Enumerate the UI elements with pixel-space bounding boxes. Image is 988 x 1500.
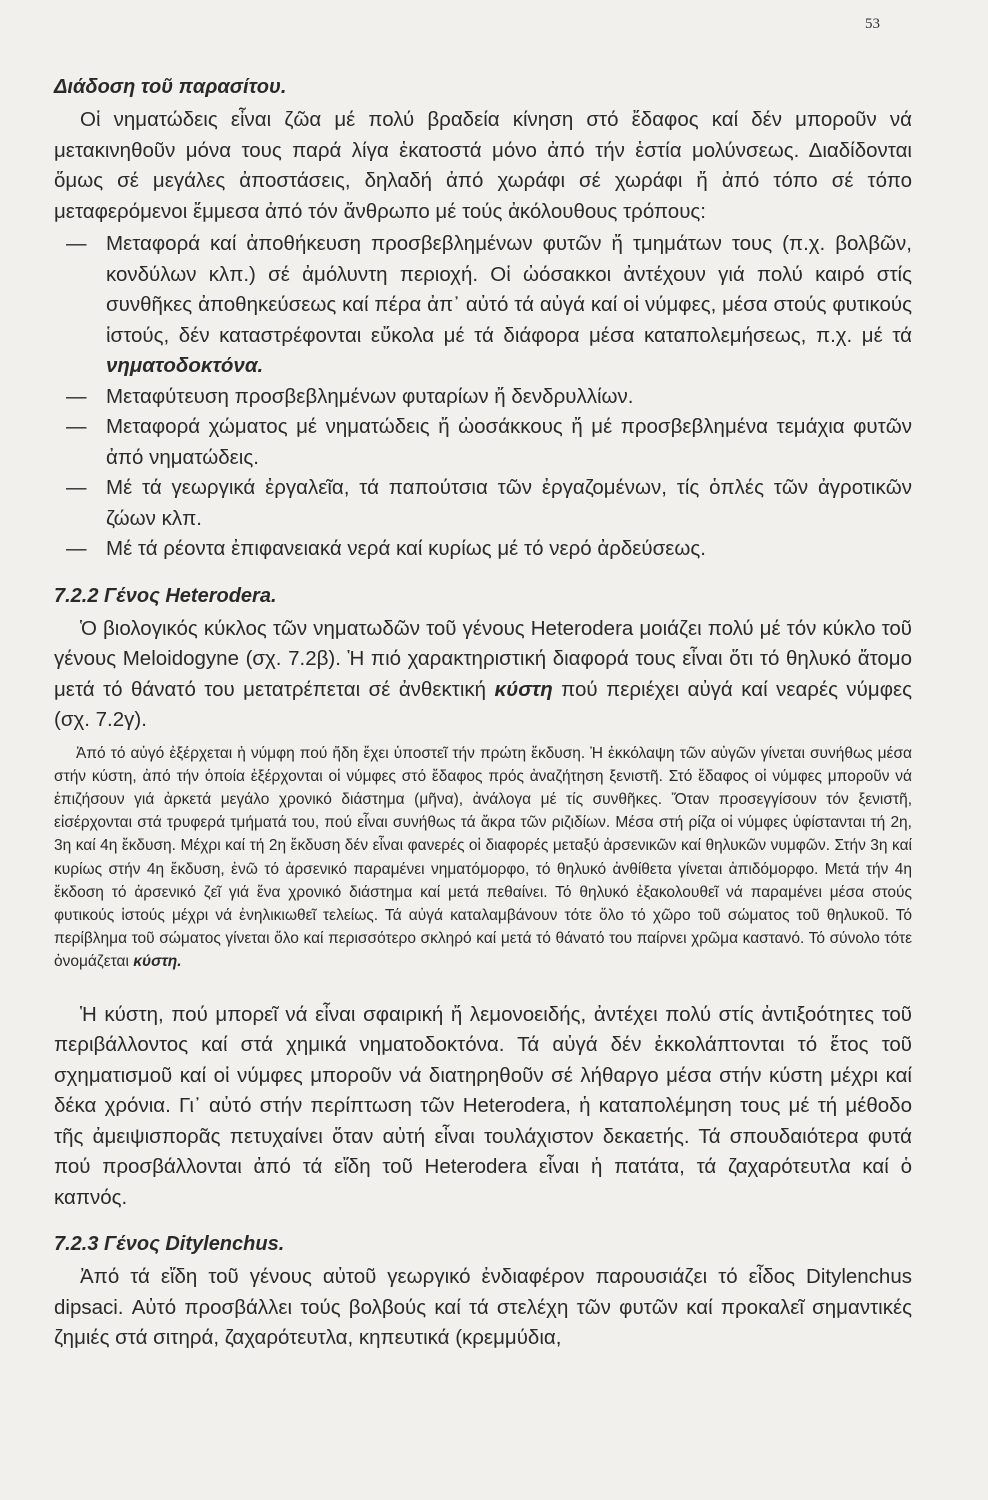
list-item	[54, 412, 912, 473]
small-print-text: Ἀπό τό αὐγό ἐξέρχεται ἡ νύμφη πού ἤδη ἔχει ὑποστεῖ τήν πρώτη ἔκδυση. Ἡ ἐκκόλαψη τῶν αὐγῶν γίνεται συνήθως μέσα στήν κύστη, ἀπό τήν ὁποία ἐξέρχονται οἱ νύμφες στό ἔδαφος πρός ἀναζήτηση ξενιστῆ. Στό ἔδαφος οἱ νύμφες μποροῦν νά ἐπιζήσουν γιά ἀρκετά μεγάλο χρονικό διάστημα (μῆνα), ἀνάλογα μέ τίς συνθῆκες. Ὅταν προσεγγίσουν τόν ξενιστῆ, εἰσέρχονται στά τρυφερά τμήματά του, πού εἶναι συνήθως τά ἄκρα τῶν ριζιδίων. Μέσα στή ρίζα οἱ νύμφες ὑφίστανται τή 2η, 3η καί 4η ἔκδυση. Μέχρι καί τή 2η ἔκδυση δέν εἶναι φανερές οἱ διαφορές μεταξύ ἀρσενικῶν καί θηλυκῶν νυμφῶν. Στήν 3η καί κυρίως στήν 4η ἔκδυση, ἐνῶ τό ἀρσενικό παραμένει νηματόμορφο, τό θηλυκό ἀνθίθετα γίνεται ἀπιδόμορφο. Μετά τήν 4η ἔκδοση τό ἀρσενικό ζεῖ γιά ἕνα χρονικό διάστημα καί μετά πεθαίνει. Τό θηλυκό ἐξακολουθεῖ νά παραμένει μέσα στούς φυτικούς ἱστούς μέχρι νά ἐνηλικιωθεῖ τελείως. Τά αὐγά καταλαμβάνουν τότε ὅλο τό χῶρο τοῦ σώματος τοῦ θηλυκοῦ. Τό περίβλημα τοῦ σώματος γίνεται ὅλο καί περισσότερο σκληρό καί μετά τό θάνατό του παίρνει χρῶμα καστανό. Τό σύνολο τότε ὀνομάζεται	[54, 744, 912, 971]
emphasized-term: κύστη.	[133, 953, 182, 971]
list-item-text: Μεταφύτευση προσβεβλημένων φυταρίων ἤ δενδρυλλίων.	[106, 384, 634, 408]
paragraph-text-end: πού περιέχει αὐγά καί νεαρές νύμφες (σχ. 7.2γ).	[54, 677, 913, 731]
dash-marker: —	[66, 537, 87, 560]
list-item-text: Μέ τά γεωργικά ἐργαλεῖα, τά παπούτσια τῶν ἐργαζομένων, τίς ὁπλές τῶν ἀγροτικῶν ζώων κλπ.	[106, 476, 912, 530]
paragraph-text: Ὁ βιολογικός κύκλος τῶν νηματωδῶν τοῦ γένους Heterodera μοιάζει πολύ μέ τόν κύκλο τοῦ γένους Meloidogyne (σχ. 7.2β). Ἡ πιό χαρακτηριστική διαφορά τους εἶναι ὅτι τό θηλυκό ἄτομο μετά τό θάνατό του μετατρέπεται σέ ἀνθεκτική	[54, 616, 912, 701]
dash-marker: —	[66, 476, 87, 499]
section-heading-ditylenchus: 7.2.3 Γένος Ditylenchus.	[54, 1233, 285, 1256]
spread-methods-list	[54, 229, 912, 565]
page-number: 53	[865, 16, 880, 32]
list-item-text: Μεταφορά χώματος μέ νηματώδεις ἤ ὠοσάκκους ἤ μέ προσβεβλημένα τεμάχια φυτῶν ἀπό νηματώδεις.	[106, 415, 912, 469]
list-item	[54, 473, 912, 534]
page-content	[54, 76, 912, 1354]
section-heading-heterodera: 7.2.2 Γένος Heterodera.	[54, 584, 277, 607]
list-item	[54, 534, 912, 565]
dash-marker: —	[66, 232, 87, 255]
list-item	[54, 382, 912, 413]
small-print-paragraph	[54, 742, 912, 974]
paragraph-heterodera-intro	[54, 614, 912, 736]
paragraph-cyst: Ἡ κύστη, πού μπορεῖ νά εἶναι σφαιρική ἤ λεμονοειδής, ἀντέχει πολύ στίς ἀντιξοότητες τοῦ περιβάλλοντος καί στά χημικά νηματοδοκτόνα. Τά αὐγά δέν ἐκκολάπτονται τό ἔτος τοῦ σχηματισμοῦ καί οἱ νύμφες μποροῦν νά διατηρηθοῦν σέ λήθαργο μέσα στήν κύστη μέχρι καί δέκα χρόνια. Γι᾿ αὐτό στήν περίπτωση τῶν Heterodera, ἡ καταπολέμηση τους μέ τή μέθοδο τῆς ἀμειψισπορᾶς πετυχαίνει ὅταν αὐτή εἶναι τουλάχιστον δεκαετής. Τά σπουδαιότερα φυτά πού προσβάλλονται ἀπό τά εἴδη τοῦ Heterodera εἶναι ἡ πατάτα, τά ζαχαρότευτλα καί ὁ καπνός.	[54, 1002, 912, 1209]
dash-marker: —	[66, 415, 87, 438]
list-item-text: Μέ τά ρέοντα ἐπιφανειακά νερά καί κυρίως μέ τό νερό ἀρδεύσεως.	[106, 537, 706, 560]
paragraph-spread-intro: Οἱ νηματώδεις εἶναι ζῶα μέ πολύ βραδεία κίνηση στό ἔδαφος καί δέν μποροῦν νά μετακινηθοῦν μόνα τους παρά λίγα ἑκατοστά μόνο ἀπό τήν ἑστία μολύνσεως. Διαδίδονται ὅμως σέ μεγάλες ἀποστάσεις, δηλαδή ἀπό χωράφι σέ χωράφι ἤ ἀπό τόπο σέ τόπο μεταφερόμενοι ἔμμεσα ἀπό τόν ἄνθρωπο μέ τούς ἀκόλουθους τρόπους:	[54, 108, 912, 223]
section-heading-spread: Διάδοση τοῦ παρασίτου.	[54, 76, 287, 98]
paragraph-ditylenchus: Ἀπό τά εἴδη τοῦ γένους αὐτοῦ γεωργικό ἐνδιαφέρον παρουσιάζει τό εἶδος Ditylenchus dipsaci. Αὐτό προσβάλλει τούς βολβούς καί τά στελέχη τῶν φυτῶν καί προκαλεῖ σημαντικές ζημιές στά σιτηρά, ζαχαρότευτλα, κηπευτικά (κρεμμύδια,	[54, 1265, 912, 1350]
dash-marker: —	[66, 384, 87, 408]
list-item	[54, 229, 912, 382]
emphasized-term: κύστη	[494, 677, 553, 701]
list-item-text: Μεταφορά καί ἀποθήκευση προσβεβλημένων φυτῶν ἤ τμημάτων τους (π.χ. βολβῶν, κονδύλων κλπ.) σέ ἀμόλυντη περιοχή. Οἱ ὠόσακκοι ἀντέχουν γιά πολύ καιρό στίς συνθῆκες ἀποθηκεύσεως καί πέρα ἀπ᾿ αὐτό τά αὐγά καί οἱ νύμφες, μέσα στούς φυτικούς ἱστούς, δέν καταστρέφονται εὔκολα μέ τά διάφορα μέσα καταπολεμήσεως, π.χ. μέ τά	[106, 232, 912, 347]
emphasized-term: νηματοδοκτόνα.	[106, 354, 264, 377]
